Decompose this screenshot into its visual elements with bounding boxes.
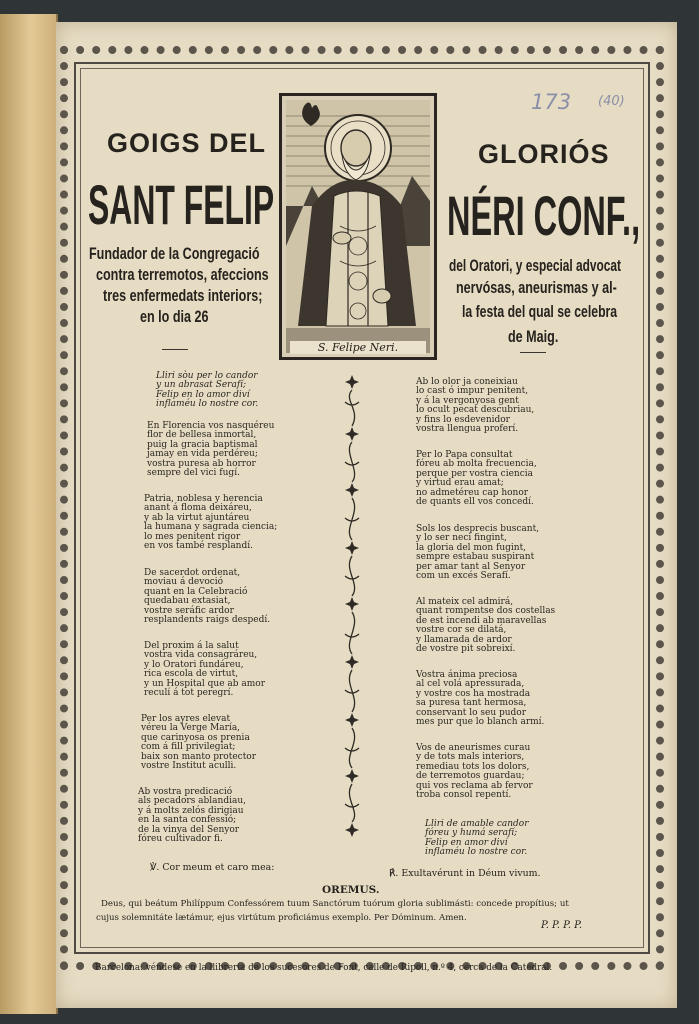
subtitle-right-1: del Oratori, y especial advocat <box>449 256 621 275</box>
subtitle-left-3: tres enfermedats interiors; <box>103 286 263 305</box>
right-stanza-5: Vostra ánima preciosa al cel volá apressurada, y vostre cos ha mostrada sa puresa tant hermosa, conservant lo seu pudor mes pur que lo blanch armí. <box>416 670 545 728</box>
subtitle-right-3: la festa del qual se celebra <box>462 302 618 321</box>
response: ℟. Exultavérunt in Déum vivum. <box>389 868 541 879</box>
right-stanza-1: Ab lo olor ja coneixiau lo cast ó impur penitent, y á la vergonyosa gent lo ocult pecat descubriau, y fins lo esdevenidor vostra llengua proferí. <box>416 377 535 435</box>
right-stanza-2: Per lo Papa consultat fóreu ab molta frecuencia, perque per vostra ciencia y virtud erau amat; no admetéreu cap honor de quants ell vos concedí. <box>416 450 537 508</box>
left-stanza-2: En Florencia vos nasquéreu flor de bellesa inmortal, puig la gracia baptismal jamay en vida perdéreu; vostra puresa ab horror sempre del vici fugí. <box>147 421 275 479</box>
subtitle-left-4: en lo dia 26 <box>140 307 209 326</box>
right-stanza-6: Vos de aneurismes curau y de tots mals interiors, remediau tots los dolors, de terremotos guardau; qui vos reclama ab fervor troba consol repentí. <box>416 743 533 801</box>
right-stanza-3: Sols los desprecis buscant, y lo ser neci fingint, la gloria del mon fugint, sempre estabau suspirant per amar tant al Senyor com un excés Serafí. <box>416 524 540 582</box>
left-stanza-7: Ab vostra predicació als pecadors ablandiau, y á molts zelós dirigiau en la santa confessió; de la vinya del Senyor fóreu cultivador fi. <box>138 787 247 845</box>
title-line2-left: SANT FELIP <box>88 173 275 236</box>
ornamental-divider <box>339 372 365 852</box>
oremus-signature: P. P. P. P. <box>541 920 583 931</box>
subtitle-left-2: contra terremotos, afeccions <box>96 265 269 284</box>
oremus-line-1: Deus, qui beátum Philíppum Confessórem tuum Sanctórum tuórum gloria sublimásti: concede propítius; ut <box>101 899 569 909</box>
subtitle-left-1: Fundador de la Congregació <box>89 244 260 263</box>
rule-right <box>520 352 546 353</box>
left-stanza-5: Del proxim á la salut vostra vida consagráreu, y lo Oratori fundáreu, rica escola de virtut, y un Hospital que ab amor reculí á tot peregrí. <box>144 641 265 699</box>
left-stanza-6: Per los ayres elevat véreu la Verge María, que carinyosa os prenia com á fill privilegiat; baix son manto protector vostre Institut aculli. <box>141 714 257 772</box>
saint-woodcut-image <box>279 93 437 360</box>
title-line1-right: GLORIÓS <box>478 139 610 169</box>
left-stanza-1: Lliri sòu per lo candor y un abrasat Serafí; Felip en lo amor diví inflaméu lo nostre cor. <box>156 371 259 410</box>
subtitle-right-4: de Maig. <box>508 327 559 346</box>
handwritten-number: 173 <box>531 90 572 114</box>
printer-footer: Barcelona: véndese en la llibrería de los sucesores de Font, calle de Ripoll, n.º 4, cerca de la Catedral. <box>95 963 553 973</box>
title-line1-left: GOIGS DEL <box>107 128 267 158</box>
right-stanza-7: Lliri de amable candor fóreu y humá serafí; Felip en amor diví inflaméu lo nostre cor. <box>425 819 529 858</box>
left-stanza-3: Patria, noblesa y herencia anant á floma deixáreu, y ab la virtut ajuntáreu la humana y sagrada ciencia; lo mes penitent rigor en vos també resplandí. <box>144 494 278 552</box>
handwritten-note: (40) <box>598 94 625 109</box>
image-caption: S. Felipe Neri. <box>290 341 426 354</box>
oremus-heading: OREMUS. <box>322 884 380 896</box>
subtitle-right-2: nervósas, aneurismas y al- <box>456 278 617 297</box>
left-stanza-4: De sacerdot ordenat, moviau á devoció quant en la Celebració quedabau extasiat, vostre seráfic ardor resplandents raigs despedí. <box>144 568 271 626</box>
title-line2-right: NÉRI CONF., <box>447 184 641 247</box>
versicle: ℣. Cor meum et caro mea: <box>150 862 275 873</box>
right-stanza-4: Al mateix cel admirá, quant rompentse dos costellas de est incendi ab maravellas vostre cor se dilatá, y llamarada de ardor de vostre pit sobreixí. <box>416 597 556 655</box>
adjacent-page-edge <box>0 14 58 1014</box>
rule-left <box>162 349 188 350</box>
saint-illustration <box>282 96 434 357</box>
oremus-line-2: cujus solemnitáte lætámur, ejus virtútum proficiámus exemplo. Per Dóminum. Amen. <box>96 913 467 923</box>
